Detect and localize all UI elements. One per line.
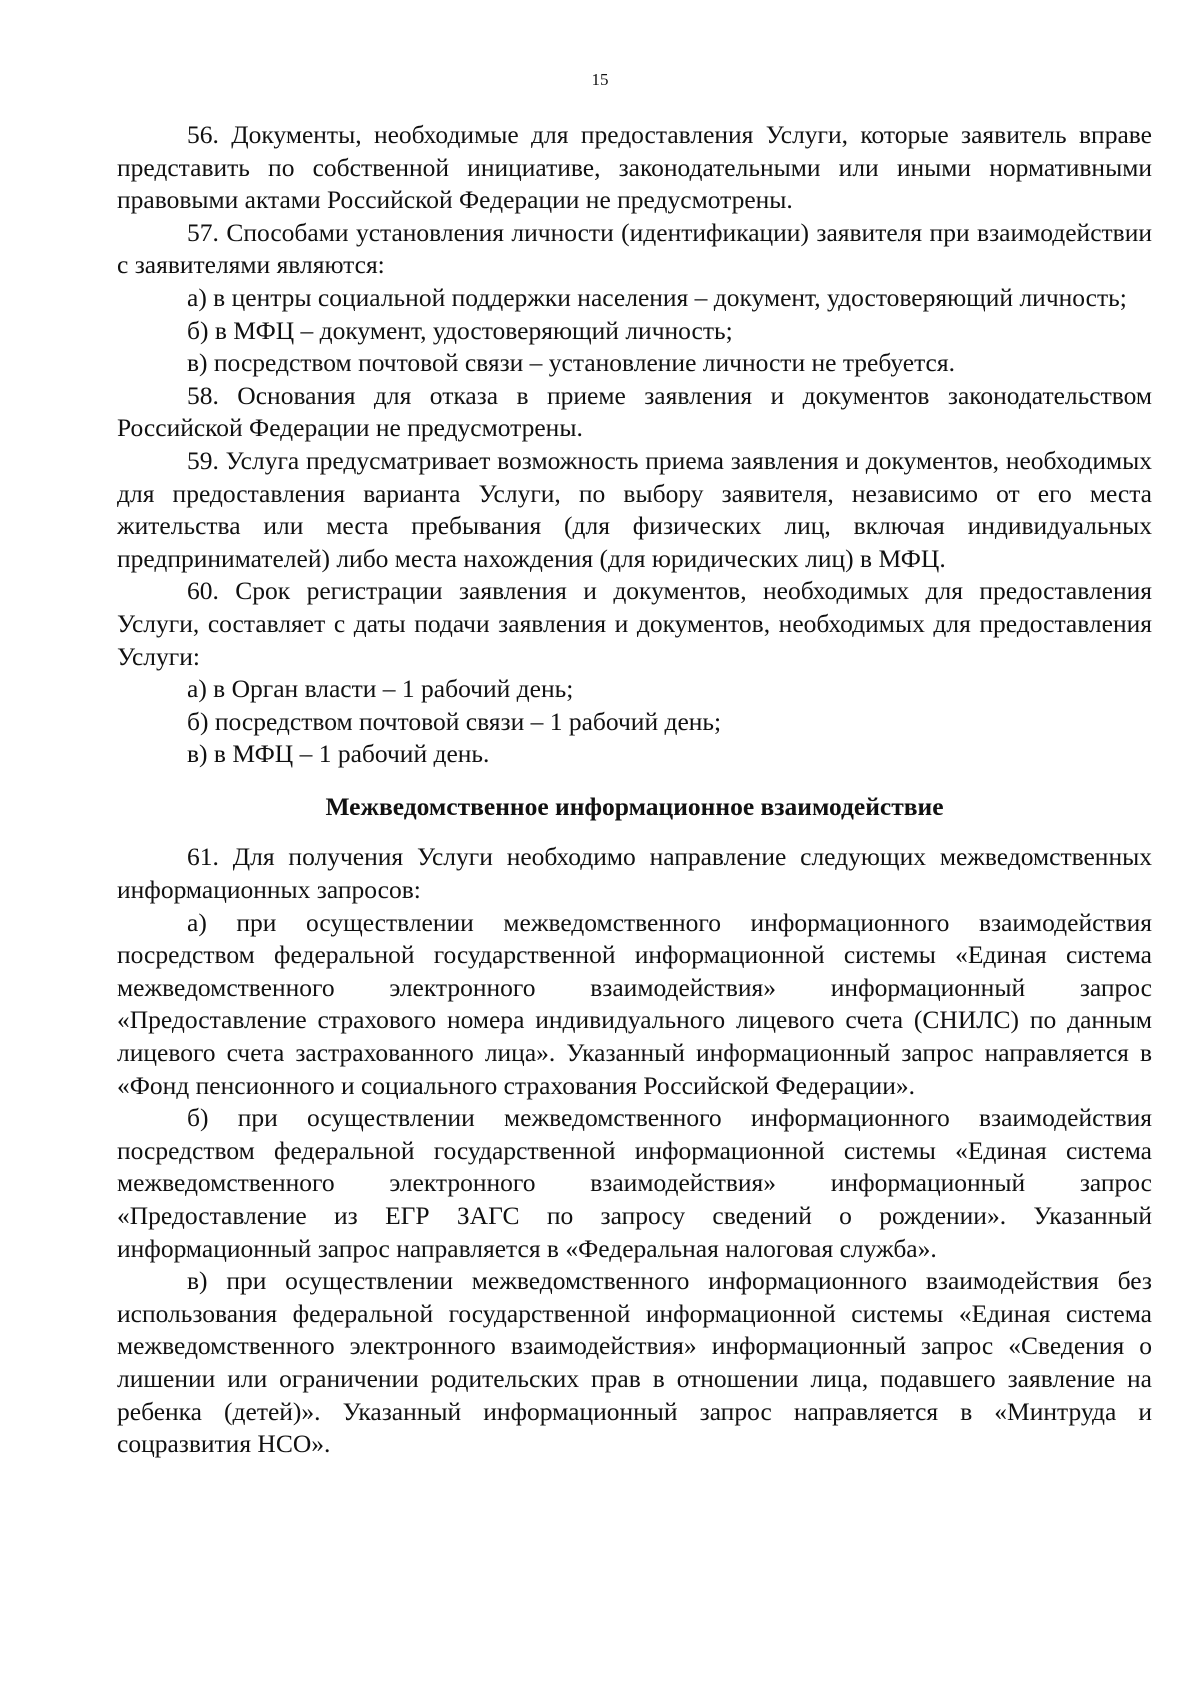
page-number: 15 (591, 70, 609, 89)
paragraph-57-v: в) посредством почтовой связи – установление личности не требуется. (187, 348, 955, 378)
paragraph-57-b: б) в МФЦ – документ, удостоверяющий личность; (187, 315, 733, 345)
document-body (117, 119, 1152, 1461)
paragraph-58: 58. Основания для отказа в приеме заявления и документов законодательством Российской Федерации не предусмотрены. (117, 380, 1152, 443)
paragraph-56: 56. Документы, необходимые для предоставления Услуги, которые заявитель вправе представить по собственной инициативе, законодательными или иными нормативными правовыми актами Российской Федерации не предусмотрены. (117, 120, 1152, 215)
paragraph-61-a: а) при осуществлении межведомственного информационного взаимодействия посредством федеральной государственной информационной системы «Единая система межведомственного электронного взаимодействия» информационный запрос «Предоставление страхового номера индивидуального лицевого счета (СНИЛС) по данным лицевого счета застрахованного лица». Указанный информационный запрос направляется в «Фонд пенсионного и социального страхования Российской Федерации». (117, 907, 1152, 1100)
paragraph-60-b: б) посредством почтовой связи – 1 рабочий день; (187, 706, 722, 736)
paragraph-59: 59. Услуга предусматривает возможность приема заявления и документов, необходимых для предоставления варианта Услуги, по выбору заявителя, независимо от его места жительства или места пребывания (для физических лиц, включая индивидуальных предпринимателей) либо места нахождения (для юридических лиц) в МФЦ. (117, 445, 1152, 573)
section-heading: Межведомственное информационное взаимодействие (325, 791, 944, 821)
paragraph-60-a: а) в Орган власти – 1 рабочий день; (187, 674, 574, 704)
paragraph-61: 61. Для получения Услуги необходимо направление следующих межведомственных информационных запросов: (117, 842, 1152, 905)
paragraph-61-b: б) при осуществлении межведомственного информационного взаимодействия посредством федеральной государственной информационной системы «Единая система межведомственного электронного взаимодействия» информационный запрос «Предоставление из ЕГР ЗАГС по запросу сведений о рождении». Указанный информационный запрос направляется в «Федеральная налоговая служба». (117, 1103, 1152, 1263)
paragraph-60: 60. Срок регистрации заявления и документов, необходимых для предоставления Услуги, составляет с даты подачи заявления и документов, необходимых для предоставления Услуги: (117, 576, 1152, 671)
paragraph-57: 57. Способами установления личности (идентификации) заявителя при взаимодействии с заявителями являются: (117, 217, 1152, 280)
paragraph-61-v: в) при осуществлении межведомственного информационного взаимодействия без использования федеральной государственной информационной системы «Единая система межведомственного электронного взаимодействия» информационный запрос «Сведения о лишении или ограничении родительских прав в отношении лица, подавшего заявление на ребенка (детей)». Указанный информационный запрос направляется в «Минтруда и соцразвития НСО». (117, 1266, 1152, 1459)
paragraph-57-a: а) в центры социальной поддержки населения – документ, удостоверяющий личность; (187, 282, 1127, 312)
paragraph-60-v: в) в МФЦ – 1 рабочий день. (187, 739, 490, 769)
